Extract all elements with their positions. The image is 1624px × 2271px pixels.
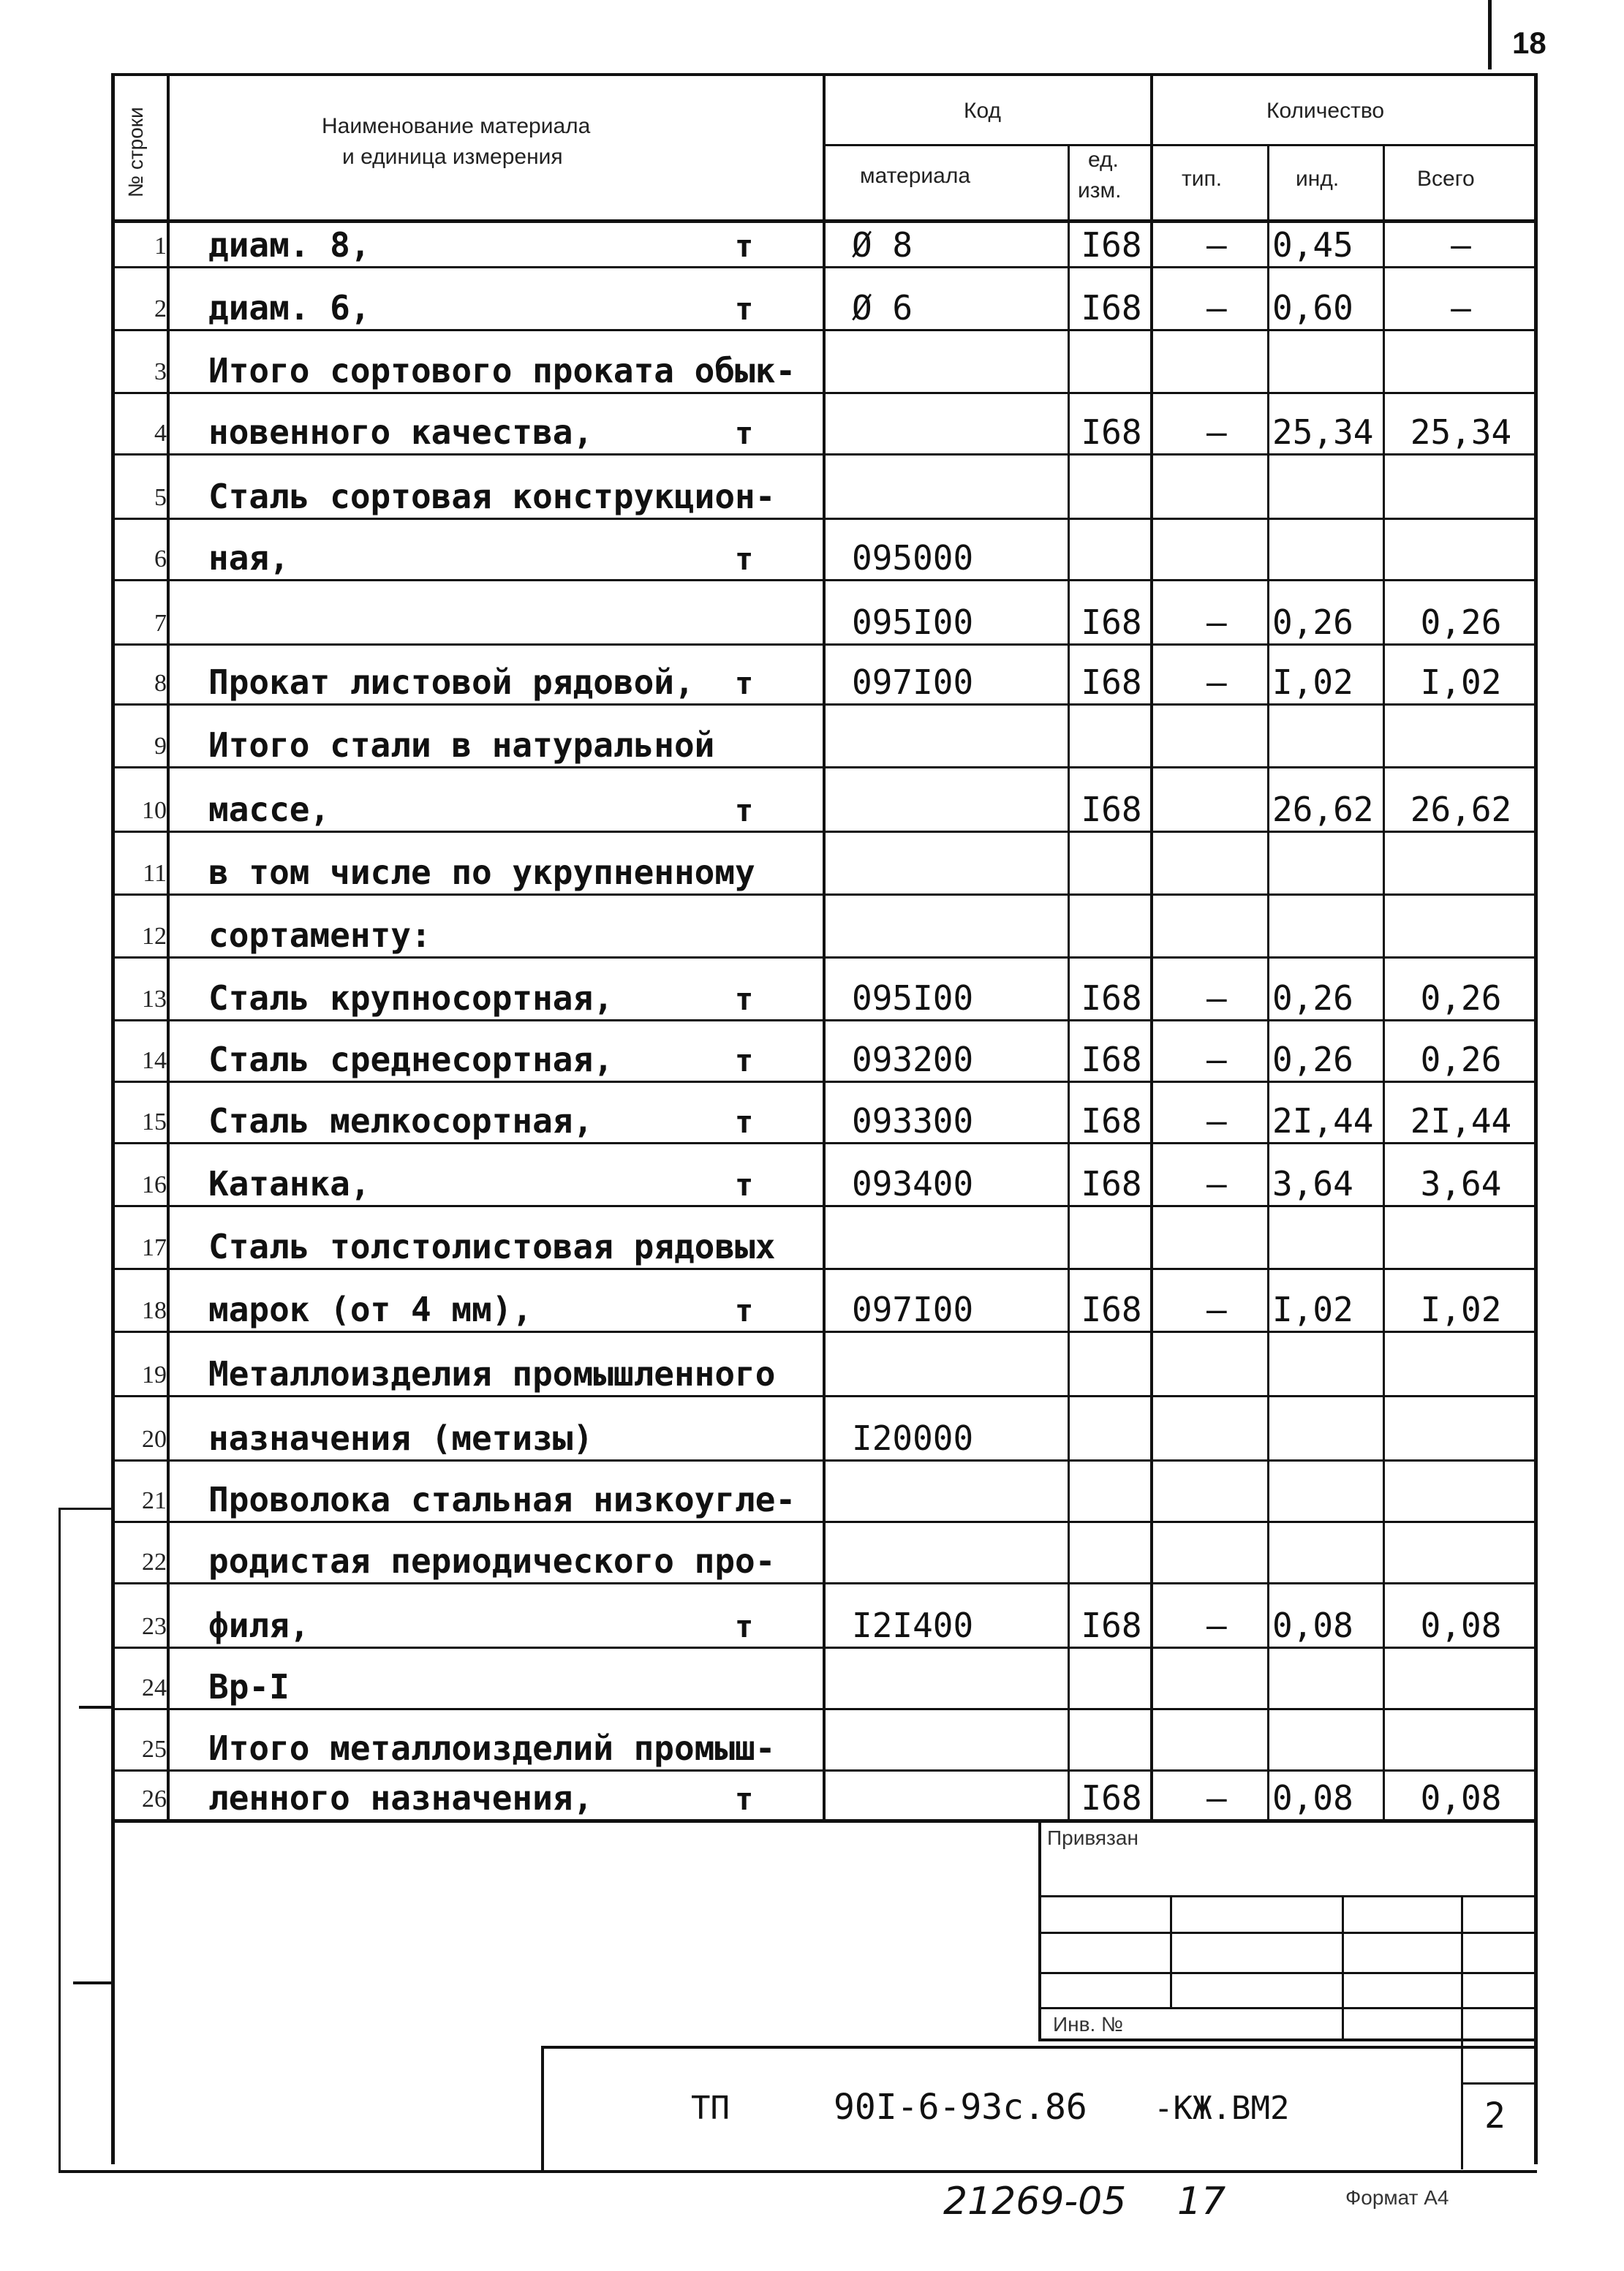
row-number: 2 — [154, 295, 167, 322]
row-number: 20 — [142, 1426, 167, 1453]
row-unit: т — [735, 1167, 754, 1203]
row-qty-typ: – — [1206, 1164, 1227, 1203]
row-name: Сталь крупносортная, — [208, 978, 613, 1018]
row-material-code: 093400 — [852, 1164, 974, 1203]
row-name: сортаменту: — [208, 915, 431, 955]
row-name: диам. 6, — [208, 288, 371, 328]
row-qty-total: 26,62 — [1410, 790, 1512, 829]
footer-handwritten-no: 21269-05 — [943, 2180, 1127, 2223]
row-number: 23 — [142, 1613, 167, 1640]
row-qty-ind: 0,26 — [1272, 978, 1353, 1018]
row-qty-typ: – — [1206, 978, 1227, 1018]
row-name: Катанка, — [208, 1164, 371, 1203]
row-unit: т — [735, 541, 754, 577]
row-qty-ind: 0,08 — [1272, 1778, 1353, 1818]
row-material-code: 095I00 — [852, 602, 974, 642]
row-unit-code: I68 — [1081, 412, 1142, 452]
row-qty-ind: 2I,44 — [1272, 1101, 1374, 1141]
row-name: марок (от 4 мм), — [208, 1290, 533, 1329]
header-quantity: Количество — [1266, 99, 1385, 123]
row-name: Итого металлоизделий промыш- — [208, 1728, 776, 1768]
row-qty-total: 25,34 — [1410, 412, 1512, 452]
row-name: Сталь мелкосортная, — [208, 1101, 594, 1141]
row-number: 22 — [142, 1549, 167, 1576]
row-unit-code: I68 — [1081, 1101, 1142, 1141]
row-qty-total: 0,26 — [1420, 1040, 1502, 1079]
row-qty-typ: – — [1206, 288, 1227, 328]
row-unit: т — [735, 291, 754, 327]
row-number: 1 — [154, 233, 167, 260]
row-name: ная, — [208, 538, 290, 578]
row-qty-typ: – — [1206, 1040, 1227, 1079]
row-name: филя, — [208, 1606, 310, 1645]
row-qty-total: 0,26 — [1420, 602, 1502, 642]
row-qty-typ: – — [1206, 602, 1227, 642]
row-number: 19 — [142, 1361, 167, 1388]
row-name: диам. 8, — [208, 225, 371, 265]
row-unit: т — [735, 415, 754, 451]
row-unit-code: I68 — [1081, 288, 1142, 328]
row-qty-ind: 0,26 — [1272, 602, 1353, 642]
header-row-no: № строки — [124, 107, 147, 197]
row-qty-ind: 3,64 — [1272, 1164, 1353, 1203]
row-qty-total: 0,26 — [1420, 978, 1502, 1018]
row-unit: т — [735, 1781, 754, 1817]
row-qty-ind: 0,26 — [1272, 1040, 1353, 1079]
row-qty-typ: – — [1206, 662, 1227, 702]
row-unit-code: I68 — [1081, 790, 1142, 829]
row-unit-code: I68 — [1081, 1040, 1142, 1079]
row-unit-code: I68 — [1081, 1606, 1142, 1645]
row-name: Сталь среднесортная, — [208, 1040, 613, 1079]
page-number: 18 — [1512, 26, 1546, 60]
row-material-code: Ø 8 — [852, 225, 913, 265]
row-unit: т — [735, 793, 754, 828]
row-material-code: 095000 — [852, 538, 974, 578]
row-material-code: 093300 — [852, 1101, 974, 1141]
row-number: 6 — [154, 545, 167, 573]
row-unit: т — [735, 1043, 754, 1078]
row-unit-code: I68 — [1081, 225, 1142, 265]
row-qty-ind: I,02 — [1272, 662, 1353, 702]
row-name: Итого сортового проката обык- — [208, 351, 796, 390]
row-unit-code: I68 — [1081, 662, 1142, 702]
row-unit-code: I68 — [1081, 978, 1142, 1018]
row-number: 7 — [154, 610, 167, 637]
row-unit: т — [735, 1104, 754, 1140]
row-unit: т — [735, 981, 754, 1017]
stamp-inv-no: Инв. № — [1053, 2013, 1124, 2036]
footer-handwritten-page: 17 — [1177, 2180, 1226, 2223]
row-material-code: 093200 — [852, 1040, 974, 1079]
header-unit-line2: изм. — [1078, 178, 1122, 203]
row-number: 25 — [142, 1736, 167, 1763]
row-number: 17 — [142, 1234, 167, 1261]
row-qty-typ: – — [1206, 1290, 1227, 1329]
row-name: родистая периодического про- — [208, 1541, 776, 1581]
row-name: Вр-I — [208, 1667, 290, 1707]
row-name: Прокат листовой рядовой, — [208, 662, 695, 702]
row-unit: т — [735, 1293, 754, 1329]
row-qty-typ: – — [1206, 225, 1227, 265]
row-name: назначения (метизы) — [208, 1418, 594, 1458]
row-number: 21 — [142, 1487, 167, 1514]
row-number: 4 — [154, 420, 167, 447]
row-number: 3 — [154, 358, 167, 385]
row-number: 5 — [154, 484, 167, 511]
stamp-tp: ТП — [691, 2090, 730, 2127]
row-name: массе, — [208, 790, 331, 829]
row-number: 24 — [142, 1674, 167, 1701]
row-qty-typ: – — [1206, 1778, 1227, 1818]
stamp-privyazan: Привязан — [1047, 1826, 1138, 1849]
row-material-code: 097I00 — [852, 662, 974, 702]
row-material-code: I20000 — [852, 1418, 974, 1458]
row-unit-code: I68 — [1081, 1290, 1142, 1329]
row-qty-total: – — [1451, 288, 1471, 328]
row-number: 11 — [143, 860, 167, 887]
row-qty-total: 0,08 — [1420, 1778, 1502, 1818]
header-unit-line1: ед. — [1088, 148, 1119, 172]
row-material-code: 097I00 — [852, 1290, 974, 1329]
row-number: 16 — [142, 1171, 167, 1198]
row-number: 10 — [142, 797, 167, 824]
row-unit-code: I68 — [1081, 602, 1142, 642]
row-number: 15 — [142, 1108, 167, 1136]
row-name: Металлоизделия промышленного — [208, 1354, 776, 1394]
row-qty-ind: 0,45 — [1272, 225, 1353, 265]
row-number: 18 — [142, 1297, 167, 1324]
row-qty-typ: – — [1206, 1101, 1227, 1141]
row-qty-typ: – — [1206, 412, 1227, 452]
row-qty-total: 0,08 — [1420, 1606, 1502, 1645]
row-number: 14 — [142, 1047, 167, 1074]
stamp-sheet: 2 — [1484, 2096, 1506, 2136]
row-unit: т — [735, 228, 754, 264]
row-name: новенного качества, — [208, 412, 594, 452]
stamp-doc-code: 90I-6-93с.86 — [834, 2087, 1087, 2128]
row-name: Сталь сортовая конструкцион- — [208, 477, 776, 516]
row-material-code: 095I00 — [852, 978, 974, 1018]
row-number: 13 — [142, 986, 167, 1013]
row-number: 26 — [142, 1786, 167, 1813]
header-name-line2: и единица измерения — [342, 145, 563, 169]
row-unit-code: I68 — [1081, 1778, 1142, 1818]
stamp-doc-suffix: -КЖ.ВМ2 — [1154, 2090, 1290, 2127]
row-number: 9 — [154, 733, 167, 760]
row-qty-total: 2I,44 — [1410, 1101, 1512, 1141]
row-name: ленного назначения, — [208, 1778, 594, 1818]
footer-format: Формат А4 — [1345, 2186, 1449, 2209]
row-qty-ind: 25,34 — [1272, 412, 1374, 452]
row-qty-total: 3,64 — [1420, 1164, 1502, 1203]
row-number: 8 — [154, 670, 167, 697]
row-qty-total: I,02 — [1420, 662, 1502, 702]
row-qty-typ: – — [1206, 1606, 1227, 1645]
row-name: Сталь толстолистовая рядовых — [208, 1227, 776, 1266]
row-name: Проволока стальная низкоугле- — [208, 1480, 796, 1519]
row-material-code: I2I400 — [852, 1606, 974, 1645]
row-qty-ind: I,02 — [1272, 1290, 1353, 1329]
row-unit: т — [735, 665, 754, 701]
header-typ: тип. — [1182, 167, 1223, 191]
row-qty-total: I,02 — [1420, 1290, 1502, 1329]
row-qty-ind: 26,62 — [1272, 790, 1374, 829]
header-material: материала — [860, 164, 971, 188]
header-ind: инд. — [1296, 167, 1340, 191]
header-total: Всего — [1417, 167, 1475, 191]
row-qty-ind: 0,60 — [1272, 288, 1353, 328]
row-name: Итого стали в натуральной — [208, 725, 715, 765]
row-unit-code: I68 — [1081, 1164, 1142, 1203]
row-qty-ind: 0,08 — [1272, 1606, 1353, 1645]
header-code: Код — [964, 99, 1002, 123]
row-qty-total: – — [1451, 225, 1471, 265]
row-name: в том числе по укрупненному — [208, 853, 755, 892]
page-number-mark — [1488, 0, 1492, 69]
row-material-code: Ø 6 — [852, 288, 913, 328]
row-unit: т — [735, 1609, 754, 1644]
row-number: 12 — [142, 923, 167, 950]
header-name-line1: Наименование материала — [322, 114, 591, 138]
